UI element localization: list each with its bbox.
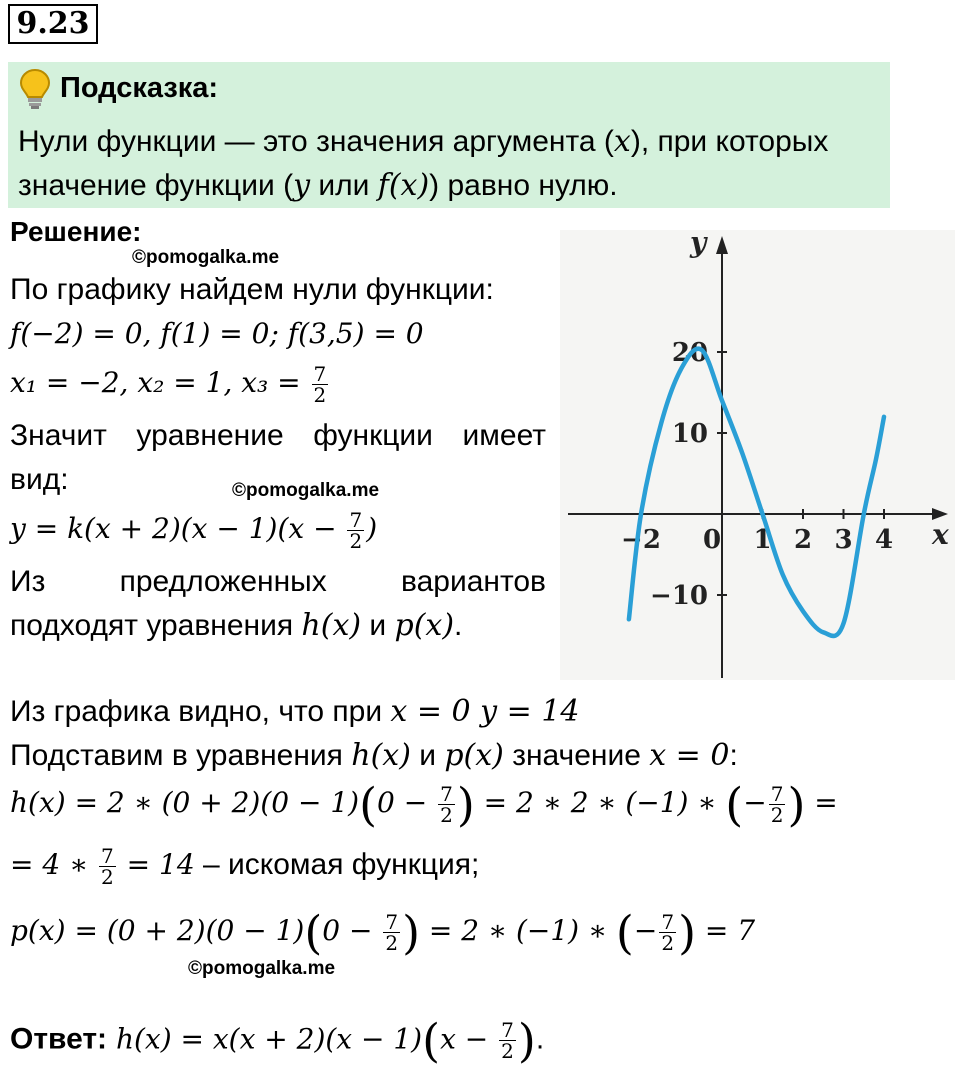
solution-line: Подставим в уравнения h(x) и p(x) значение x = 0: <box>10 738 738 773</box>
x-tick-label: −2 <box>621 525 661 555</box>
watermark: ©pomogalka.me <box>188 958 336 979</box>
y-tick-label: 10 <box>671 419 708 449</box>
solution-line: Из графика видно, что при x = 0 y = 14 <box>10 694 580 729</box>
watermark: ©pomogalka.me <box>232 480 380 501</box>
solution-line: Из предложенных вариантов <box>10 565 546 598</box>
hint-line-1: Нули функции — это значения аргумента (x), при которых <box>18 124 829 159</box>
h-substitution: h(x) = 2 ∗ (0 + 2)(0 − 1)(0 − $\frac{7}{2}$ ) = 2 ∗ 2 ∗ (−1) ∗ (− $\frac{7}{2}$ ) = <box>10 777 838 832</box>
zeros-equation: f(−2) = 0, f(1) = 0; f(3,5) = 0 <box>10 317 424 350</box>
roots-line: x₁ = −2, x₂ = 1, x₃ = $\frac{7}{2}$ <box>10 362 327 407</box>
watermark: ©pomogalka.me <box>132 247 280 268</box>
solution-line: Значит уравнение функции имеет <box>10 419 546 452</box>
h-result: = 4 ∗ $\frac{7}{2}$ = 14 – искомая функция; <box>10 844 480 889</box>
x-tick-label: 0 <box>702 525 722 555</box>
problem-number: 9.23 <box>8 4 98 44</box>
function-graph <box>560 230 955 680</box>
solution-line: вид: <box>10 463 69 496</box>
y-tick-label: 20 <box>671 338 708 368</box>
y-tick-label: −10 <box>650 581 708 611</box>
x-tick-label: 1 <box>753 525 772 555</box>
p-substitution: p(x) = (0 + 2)(0 − 1)(0 − $\frac{7}{2}$ ) = 2 ∗ (−1) ∗ (− $\frac{7}{2}$ ) = 7 <box>10 905 756 960</box>
answer-line: Ответ: h(x) = x(x + 2)(x − 1)(x − $\frac{7}{2}$ ). <box>10 1013 545 1068</box>
general-equation: y = k(x + 2)(x − 1)(x − $\frac{7}{2}$ ) <box>10 508 378 553</box>
solution-line: По графику найдем нули функции: <box>10 273 494 306</box>
x-axis-label: x <box>932 518 949 551</box>
lightbulb-icon <box>18 68 52 110</box>
hint-title: Подсказка: <box>60 72 219 104</box>
x-tick-label: 2 <box>793 525 813 555</box>
solution-heading: Решение: <box>10 216 142 247</box>
hint-line-2: значение функции (y или f(x)) равно нулю. <box>18 168 618 203</box>
y-axis-arrow <box>716 236 728 254</box>
x-tick-label: 3 <box>834 525 853 555</box>
solution-line: подходят уравнения h(x) и p(x). <box>10 608 463 643</box>
x-tick-label: 4 <box>874 525 894 555</box>
y-axis-label: y <box>690 230 707 259</box>
